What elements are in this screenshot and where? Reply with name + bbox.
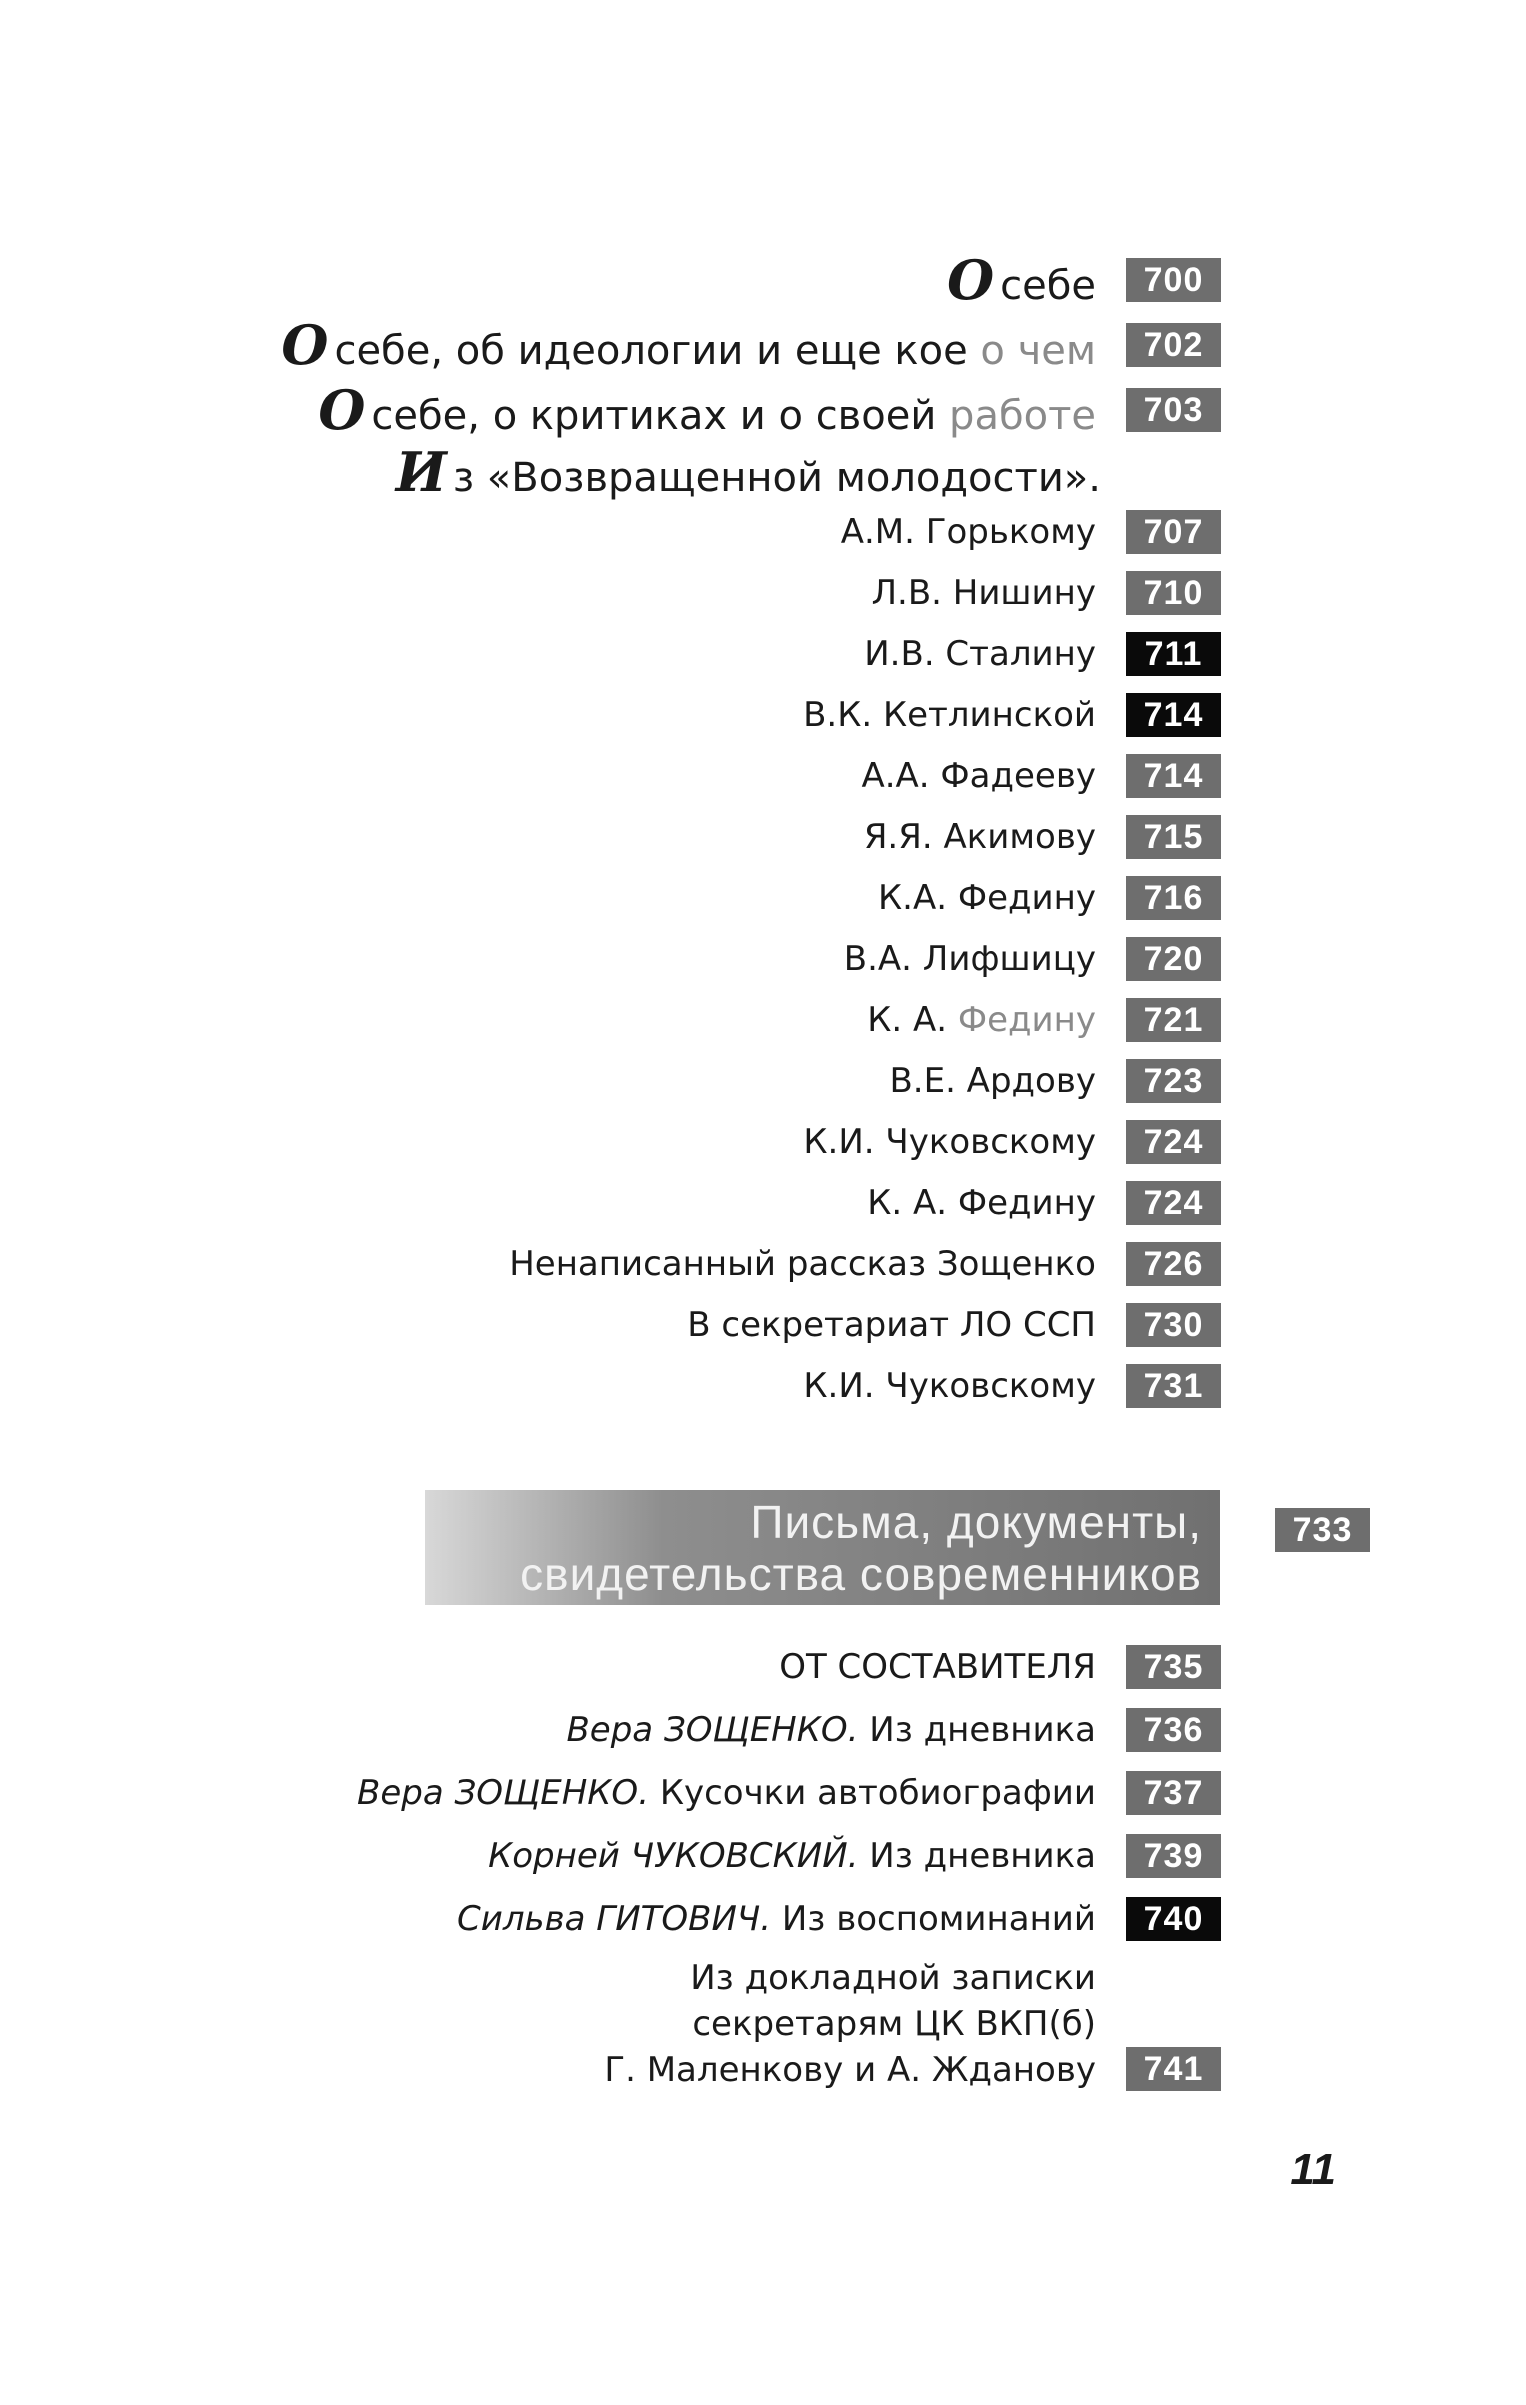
- page-badge: 711: [1126, 632, 1221, 676]
- page-badge: 737: [1126, 1771, 1221, 1815]
- entry-title: К. А. Федину: [867, 1183, 1096, 1223]
- entry-title: Вера ЗОЩЕНКО. Из дневника: [566, 1710, 1096, 1750]
- page-badge: 703: [1126, 388, 1221, 432]
- entry-title: И.В. Сталину: [864, 634, 1096, 674]
- toc-entry[interactable]: [867, 998, 1221, 1042]
- page-number: 11: [1290, 2145, 1336, 2194]
- entry-title: О себе: [947, 248, 1096, 312]
- toc-entry[interactable]: [844, 937, 1221, 981]
- page-badge: 736: [1126, 1708, 1221, 1752]
- entry-title: К.И. Чуковскому: [803, 1366, 1096, 1406]
- toc-entry[interactable]: [604, 1955, 1221, 2093]
- page-badge: 707: [1126, 510, 1221, 554]
- toc-entry[interactable]: [803, 1364, 1221, 1408]
- entry-title: К. А. Федину: [867, 1000, 1096, 1040]
- page-badge: 726: [1126, 1242, 1221, 1286]
- page-badge: 716: [1126, 876, 1221, 920]
- page-badge: 730: [1126, 1303, 1221, 1347]
- toc-entry[interactable]: [841, 510, 1221, 554]
- page-badge: 710: [1126, 571, 1221, 615]
- page-badge: 714: [1126, 754, 1221, 798]
- page-badge: 739: [1126, 1834, 1221, 1878]
- entry-title: К.А. Федину: [878, 878, 1096, 918]
- toc-entry[interactable]: [803, 693, 1221, 737]
- page-badge: 741: [1126, 2047, 1221, 2091]
- entry-title: Ненаписанный рассказ Зощенко: [509, 1244, 1096, 1284]
- toc-entry[interactable]: [509, 1242, 1221, 1286]
- page-badge: 724: [1126, 1120, 1221, 1164]
- section-heading[interactable]: [425, 1490, 1220, 1605]
- toc-entry[interactable]: [318, 378, 1221, 442]
- entry-title: А.М. Горькому: [840, 512, 1096, 552]
- toc-entry[interactable]: [488, 1834, 1221, 1878]
- entry-title: Л.В. Нишину: [871, 573, 1096, 613]
- section-page-badge: 733: [1275, 1508, 1370, 1552]
- toc-entry[interactable]: [281, 313, 1221, 377]
- entry-title: К.И. Чуковскому: [803, 1122, 1096, 1162]
- entry-title: В.Е. Ардову: [889, 1061, 1096, 1101]
- toc-entry[interactable]: [864, 815, 1221, 859]
- page-badge: 702: [1126, 323, 1221, 367]
- section-title-line2: свидетельства современников: [520, 1547, 1202, 1600]
- entry-title: Я.Я. Акимову: [863, 817, 1096, 857]
- toc-entry[interactable]: [889, 1059, 1221, 1103]
- entry-title: В.К. Кетлинской: [803, 695, 1096, 735]
- entry-title: Вера ЗОЩЕНКО. Кусочки автобиографии: [357, 1773, 1096, 1813]
- page-badge: 731: [1126, 1364, 1221, 1408]
- entry-title: В секретариат ЛО ССП: [687, 1305, 1096, 1345]
- page-badge: 714: [1126, 693, 1221, 737]
- page-badge: 740: [1126, 1897, 1221, 1941]
- entry-title: Сильва ГИТОВИЧ. Из воспоминаний: [456, 1899, 1096, 1939]
- page-badge: 735: [1126, 1645, 1221, 1689]
- toc-entry-heading: [396, 440, 1101, 504]
- toc-entry[interactable]: [357, 1771, 1221, 1815]
- entry-title: И з «Возвращенной молодости».: [395, 440, 1101, 504]
- section-title-line1: Письма, документы,: [750, 1495, 1202, 1548]
- page-badge: 724: [1126, 1181, 1221, 1225]
- toc-entry[interactable]: [779, 1645, 1221, 1689]
- toc-entry[interactable]: [878, 876, 1221, 920]
- toc-entry[interactable]: [867, 1181, 1221, 1225]
- entry-title: В.А. Лифшицу: [843, 939, 1096, 979]
- toc-entry[interactable]: [947, 248, 1221, 312]
- toc-entry[interactable]: [566, 1708, 1221, 1752]
- toc-entry[interactable]: [864, 632, 1221, 676]
- entry-title: О себе, о критиках и о своей работе: [318, 378, 1096, 442]
- entry-title: ОТ СОСТАВИТЕЛЯ: [779, 1647, 1096, 1687]
- entry-title: О себе, об идеологии и еще кое о чем: [281, 313, 1096, 377]
- toc-entry[interactable]: [803, 1120, 1221, 1164]
- entry-title: Из докладной записки секретарям ЦК ВКП(б) Г. Маленкову и А. Жданову: [604, 1958, 1096, 2090]
- entry-title: Корней ЧУКОВСКИЙ. Из дневника: [488, 1836, 1096, 1876]
- page-badge: 700: [1126, 258, 1221, 302]
- toc-entry[interactable]: [861, 754, 1221, 798]
- entry-title: А.А. Фадееву: [861, 756, 1096, 796]
- page-badge: 720: [1126, 937, 1221, 981]
- toc-entry[interactable]: [871, 571, 1221, 615]
- page-badge: 723: [1126, 1059, 1221, 1103]
- page-badge: 721: [1126, 998, 1221, 1042]
- page-badge: 715: [1126, 815, 1221, 859]
- toc-entry[interactable]: [687, 1303, 1221, 1347]
- toc-entry[interactable]: [457, 1897, 1221, 1941]
